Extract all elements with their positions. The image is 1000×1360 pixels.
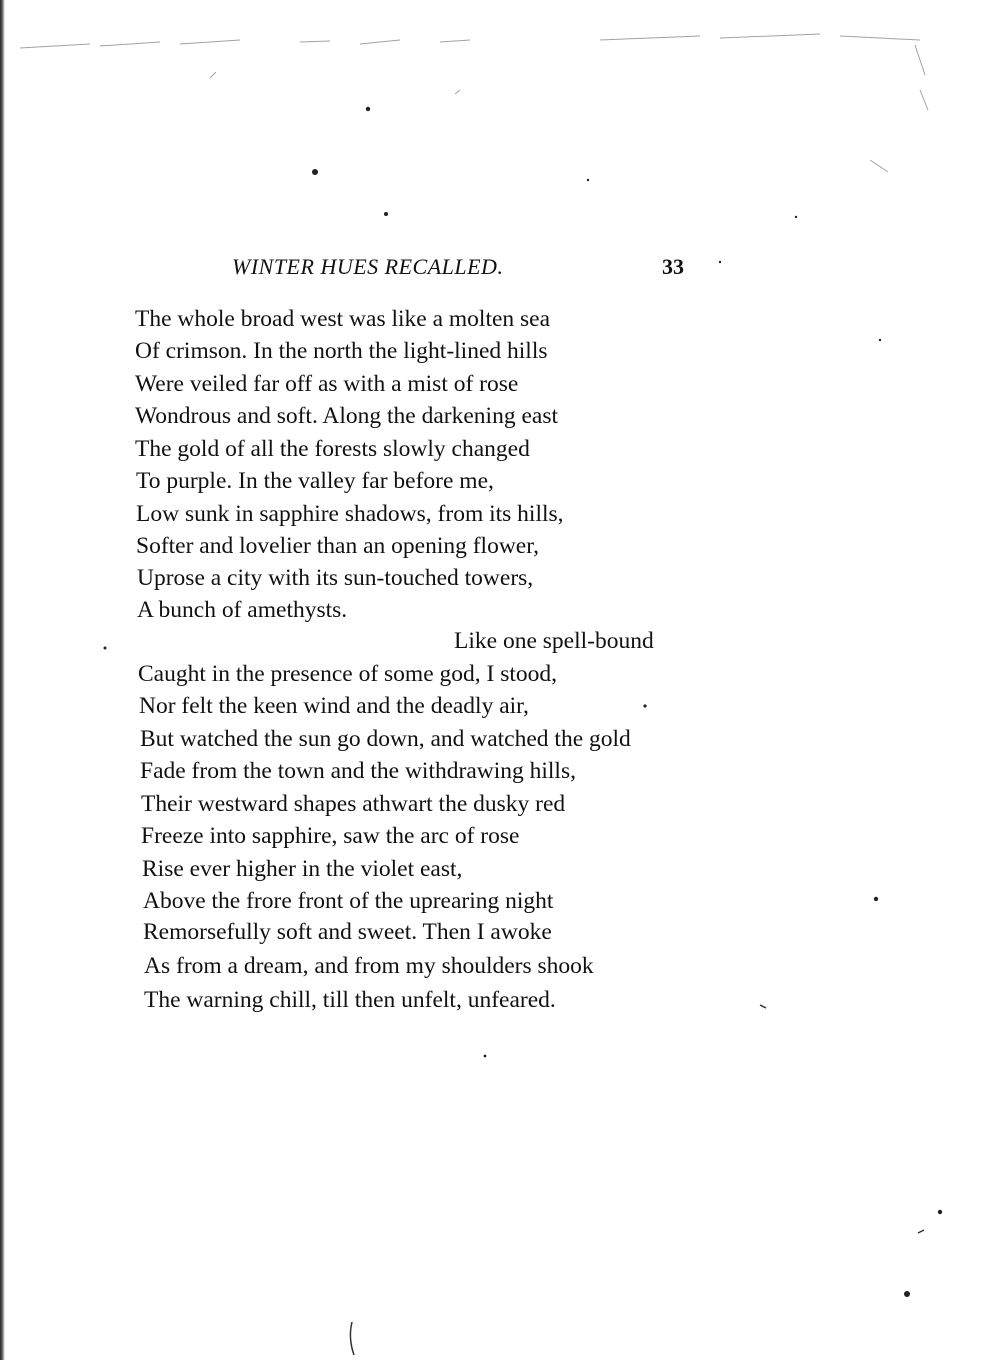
poem-line: A bunch of amethysts. bbox=[137, 597, 348, 623]
poem-line: Wondrous and soft. Along the darkening east bbox=[135, 403, 558, 429]
poem-line: Freeze into sapphire, saw the arc of rose bbox=[141, 823, 520, 849]
poem-line: Like one spell-bound bbox=[454, 628, 654, 654]
poem-line: Were veiled far off as with a mist of rose bbox=[135, 371, 519, 397]
poem-line: The whole broad west was like a molten sea bbox=[135, 306, 551, 332]
poem-line: Fade from the town and the withdrawing hills, bbox=[140, 758, 576, 784]
poem-line: To purple. In the valley far before me, bbox=[136, 468, 494, 494]
poem-line: The gold of all the forests slowly changed bbox=[135, 436, 530, 462]
poem-line: Low sunk in sapphire shadows, from its hills, bbox=[136, 501, 564, 527]
poem-line: Above the frore front of the uprearing night bbox=[143, 888, 554, 914]
poem-line: Remorsefully soft and sweet. Then I awoke bbox=[143, 919, 552, 945]
poem-line: The warning chill, till then unfelt, unfeared. bbox=[144, 987, 556, 1013]
poem-line: Nor felt the keen wind and the deadly air, bbox=[139, 693, 529, 719]
poem-line: Of crimson. In the north the light-lined hills bbox=[135, 338, 548, 364]
poem-line: But watched the sun go down, and watched the gold bbox=[140, 726, 631, 752]
poem-line: Softer and lovelier than an opening flower, bbox=[136, 533, 539, 559]
running-title: WINTER HUES RECALLED. bbox=[232, 254, 504, 279]
page-binding-shadow bbox=[0, 0, 5, 1360]
poem-line: Caught in the presence of some god, I stood, bbox=[138, 661, 557, 687]
poem-line: Their westward shapes athwart the dusky red bbox=[141, 791, 566, 817]
poem-line: Rise ever higher in the violet east, bbox=[142, 856, 463, 882]
poem-line: As from a dream, and from my shoulders shook bbox=[144, 953, 594, 979]
poem-line: Uprose a city with its sun-touched towers, bbox=[137, 565, 534, 591]
page-number: 33 bbox=[662, 254, 684, 279]
